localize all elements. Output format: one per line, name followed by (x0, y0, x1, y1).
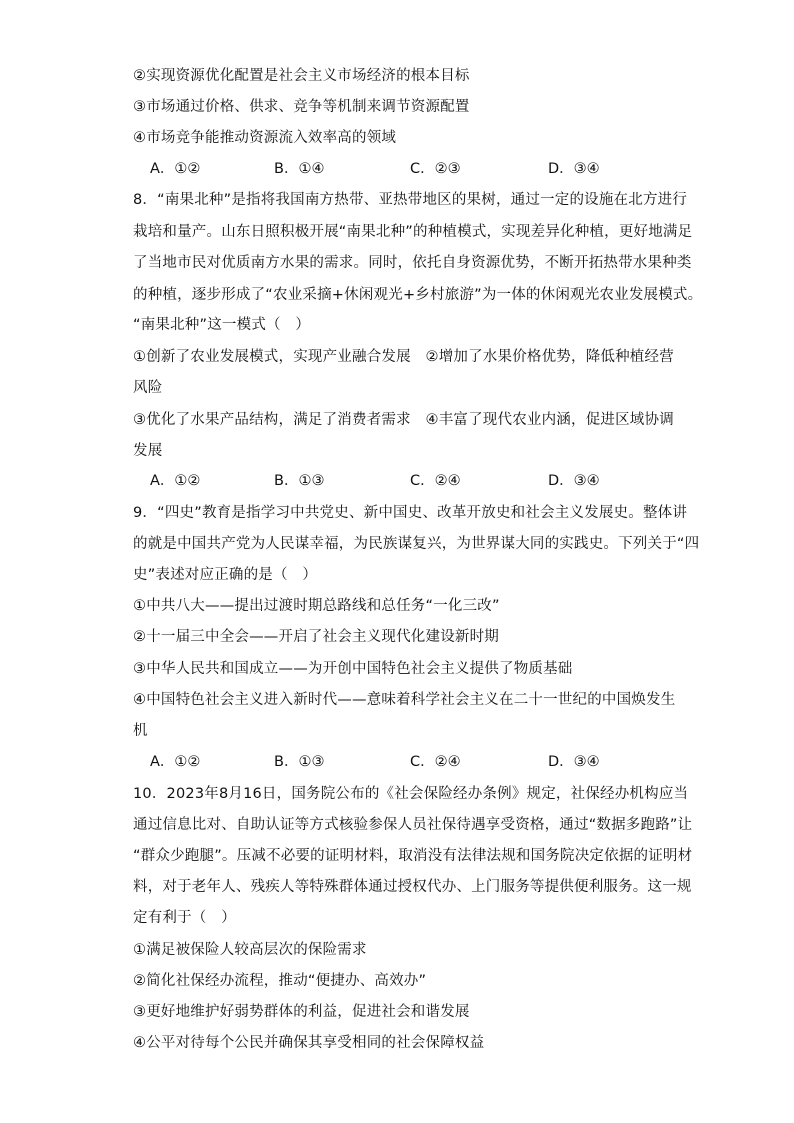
q10-statement-2: ②简化社保经办流程，推动“便捷办、高效办” (133, 973, 427, 989)
q8-stem-line-2: 栽培和量产。山东日照积极开展“南果北种”的种植模式，实现差异化种植，更好地满足 (133, 224, 693, 240)
q10-stem-line-3: “群众少跑腿”。压减不必要的证明材料，取消没有法律法规和国务院决定依据的证明材 (133, 848, 693, 864)
q8-option-b: B．①③ (274, 473, 325, 489)
q7-statement-4: ④市场竞争能推动资源流入效率高的领域 (133, 130, 397, 146)
q10-stem-line-5: 定有利于（ ） (133, 910, 236, 926)
q7-statement-2: ②实现资源优化配置是社会主义市场经济的根本目标 (133, 68, 470, 84)
q9-stem-line-2: 的就是中国共产党为人民谋幸福，为民族谋复兴，为世界谋大同的实践史。下列关于“四 (133, 536, 700, 552)
q8-stem-line-1: 8．“南果北种”是指将我国南方热带、亚热带地区的果树，通过一定的设施在北方进行 (133, 192, 688, 208)
q8-statement-line-3: ③优化了水果产品结构，满足了消费者需求 ④丰富了现代农业内涵，促进区域协调 (133, 412, 674, 428)
q9-statement-2: ②十一届三中全会——开启了社会主义现代化建设新时期 (133, 629, 499, 645)
q8-option-c: C．②④ (410, 473, 461, 489)
q9-option-d: D．③④ (548, 754, 600, 770)
q9-option-c: C．②④ (410, 754, 461, 770)
q10-stem-line-1: 10．2023年8月16日，国务院公布的《社会保险经办条例》规定，社保经办机构应当 (133, 786, 689, 802)
q9-statement-3: ③中华人民共和国成立——为开创中国特色社会主义提供了物质基础 (133, 661, 573, 677)
q7-option-d: D．③④ (548, 161, 600, 177)
q9-option-a: A．①② (150, 754, 201, 770)
q7-option-c: C．②③ (410, 161, 461, 177)
q9-option-b: B．①③ (274, 754, 325, 770)
q8-stem-line-3: 了当地市民对优质南方水果的需求。同时，依托自身资源优势，不断开拓热带水果种类 (133, 255, 692, 271)
q8-statement-line-2: 风险 (133, 380, 163, 396)
q7-option-a: A．①② (150, 161, 201, 177)
q8-statement-line-4: 发展 (133, 443, 163, 459)
q9-stem-line-1: 9．“四史”教育是指学习中共党史、新中国史、改革开放史和社会主义发展史。整体讲 (133, 505, 688, 521)
q10-statement-4: ④公平对待每个公民并确保其享受相同的社会保障权益 (133, 1035, 485, 1051)
q10-stem-line-4: 料，对于老年人、残疾人等特殊群体通过授权代办、上门服务等提供便利服务。这一规 (133, 879, 692, 895)
q9-statement-4-cont: 机 (133, 723, 148, 739)
q10-stem-line-2: 通过信息比对、自助认证等方式核验参保人员社保待遇享受资格，通过“数据多跑路”让 (133, 817, 693, 833)
q8-option-d: D．③④ (548, 473, 600, 489)
q7-statement-3: ③市场通过价格、供求、竞争等机制来调节资源配置 (133, 99, 470, 115)
q8-stem-line-4: 的种植，逐步形成了“农业采摘+休闲观光+乡村旅游”为一体的休闲观光农业发展模式。 (133, 287, 703, 303)
q9-statement-1: ①中共八大——提出过渡时期总路线和总任务“一化三改” (133, 598, 500, 614)
q7-option-b: B．①④ (274, 161, 325, 177)
q8-option-a: A．①② (150, 473, 201, 489)
q10-statement-1: ①满足被保险人较高层次的保险需求 (133, 942, 367, 958)
q9-stem-line-3: 史”表述对应正确的是（ ） (133, 567, 318, 583)
q8-statement-line-1: ①创新了农业发展模式，实现产业融合发展 ②增加了水果价格优势，降低种植经营 (133, 349, 674, 365)
q9-statement-4: ④中国特色社会主义进入新时代——意味着科学社会主义在二十一世纪的中国焕发生 (133, 692, 676, 708)
q8-stem-line-5: “南果北种”这一模式（ ） (133, 317, 311, 333)
q10-statement-3: ③更好地维护好弱势群体的利益，促进社会和谐发展 (133, 1004, 470, 1020)
